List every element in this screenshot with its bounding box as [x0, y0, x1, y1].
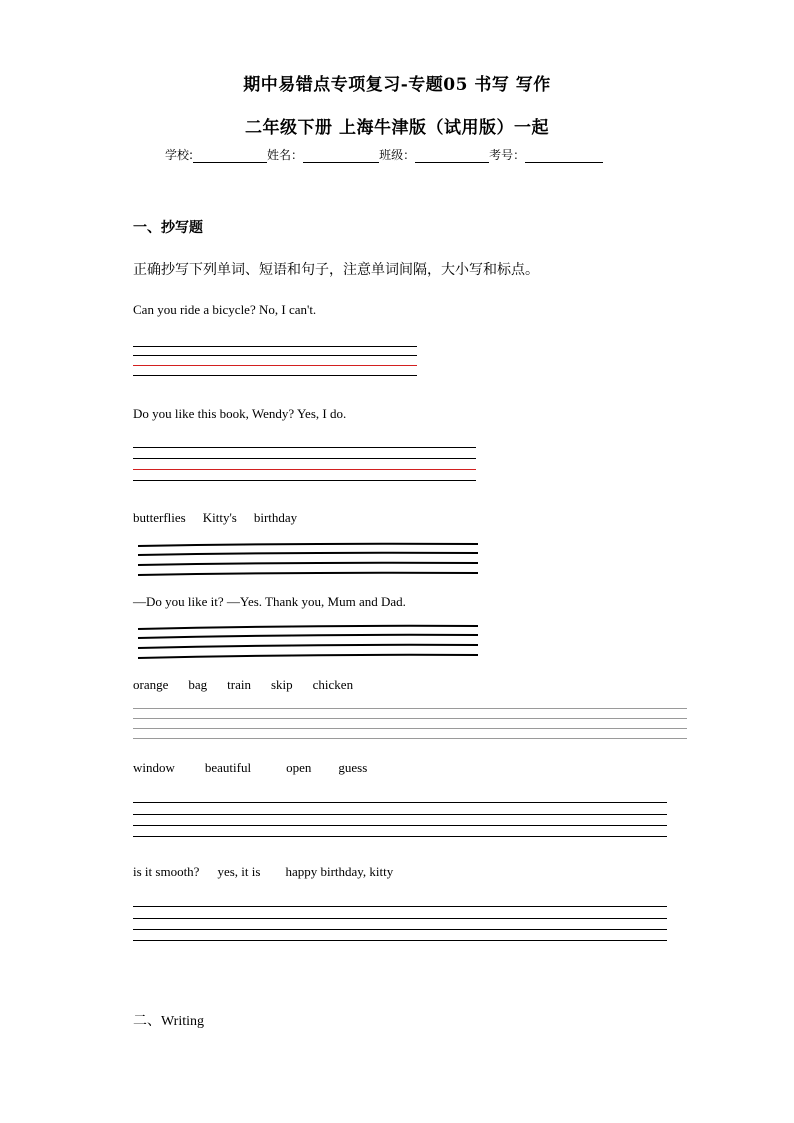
phrase: is it smooth?	[133, 864, 200, 879]
school-label: 学校:	[165, 148, 194, 162]
word: open	[286, 760, 312, 775]
student-info-row	[165, 146, 603, 163]
word: bag	[188, 677, 208, 692]
exercise-7-text	[133, 864, 393, 880]
exercise-2-text: Do you like this book, Wendy? Yes, I do.	[133, 406, 347, 421]
phrase: yes, it is	[217, 864, 261, 879]
class-label: 班级：	[379, 148, 416, 162]
exercise-5-text	[133, 677, 353, 693]
word: Kitty's	[202, 510, 237, 525]
word: beautiful	[204, 760, 252, 775]
word: guess	[338, 760, 368, 775]
word: train	[227, 677, 251, 692]
section-2-heading: 二、Writing	[133, 1014, 204, 1029]
exercise-1-text: Can you ride a bicycle? No, I can't.	[133, 302, 317, 317]
name-field[interactable]	[303, 150, 379, 163]
word: skip	[270, 677, 293, 692]
number-field[interactable]	[525, 150, 603, 163]
exercise-4-text: —Do you like it? —Yes. Thank you, Mum and Dad.	[133, 594, 406, 609]
section-1-heading: 一、抄写题	[133, 220, 203, 236]
word: chicken	[312, 677, 354, 692]
word: orange	[133, 677, 169, 692]
exercise-6-text	[133, 760, 367, 776]
page-subtitle: 二年级下册 上海牛津版（试用版）一起	[245, 118, 549, 138]
writing-lines-4[interactable]	[137, 624, 479, 664]
name-label: 姓名：	[267, 148, 304, 162]
word: birthday	[253, 510, 298, 525]
section-1-instruction: 正确抄写下列单词、短语和句子，注意单词间隔，大小写和标点。	[133, 262, 539, 278]
page-title: 期中易错点专项复习-专题05 书写 写作	[243, 75, 551, 95]
word: window	[133, 760, 175, 775]
phrase: happy birthday, kitty	[285, 864, 394, 879]
class-field[interactable]	[415, 150, 489, 163]
exercise-3-text	[133, 510, 297, 526]
handwriting-lines	[137, 542, 479, 578]
school-field[interactable]	[193, 150, 267, 163]
number-label: 考号：	[489, 148, 526, 162]
handwriting-lines	[137, 624, 479, 660]
word: butterflies	[133, 510, 186, 525]
writing-lines-3[interactable]	[137, 542, 479, 582]
